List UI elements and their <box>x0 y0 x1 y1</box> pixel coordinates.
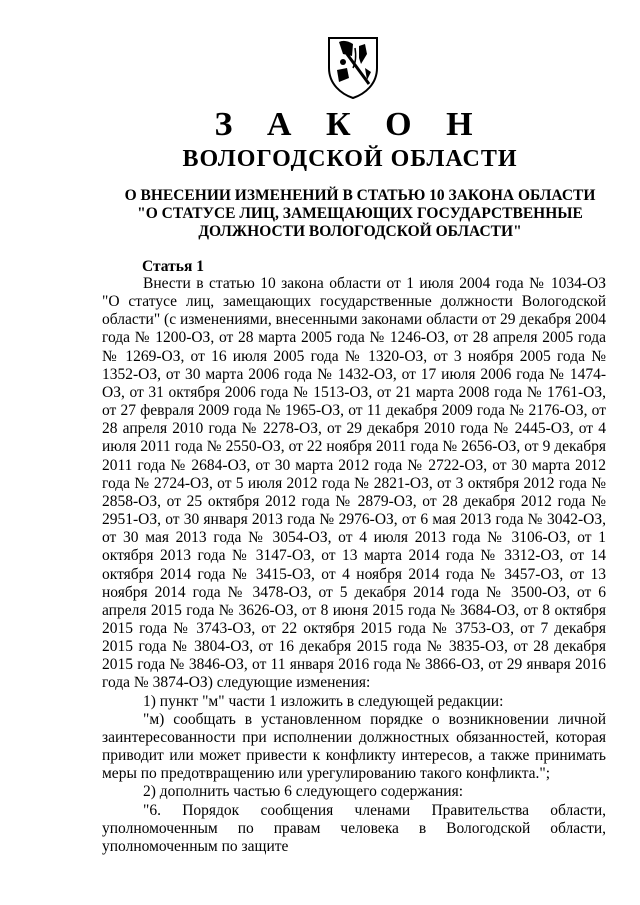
law-title: З А К О Н <box>214 106 486 143</box>
vologda-coat-of-arms-icon <box>325 34 381 100</box>
article-paragraph: "6. Порядок сообщения членами Правительства области, уполномоченным по правам человека в Вологодской области, уполномоченным по защите <box>102 801 606 855</box>
law-subject <box>110 187 610 241</box>
article-heading: Статья 1 <box>142 258 204 275</box>
article-body <box>102 275 606 856</box>
article-paragraph: 1) пункт "м" части 1 изложить в следующей редакции: <box>143 692 504 710</box>
article-paragraph: Внести в статью 10 закона области от 1 июля 2004 года № 1034-ОЗ "О статусе лиц, замещающих государственные должности Вологодской области" (с изменениями, внесенными законами области от 29 декабря 2004 года № 1200-ОЗ, от 28 марта 2005 года № 1246-ОЗ, от 28 апреля 2005 года № 1269-ОЗ, от 16 июля 2005 года № 1320-ОЗ, от 3 ноября 2005 года № 1352-ОЗ, от 30 марта 2006 года № 1432-ОЗ, от 17 июля 2006 года № 1474-ОЗ, от 31 октября 2006 года № 1513-ОЗ, от 21 марта 2008 года № 1761-ОЗ, от 27 февраля 2009 года № 1965-ОЗ, от 11 декабря 2009 года № 2176-ОЗ, от 28 апреля 2010 года № 2278-ОЗ, от 29 декабря 2010 года № 2445-ОЗ, от 4 июля 2011 года № 2550-ОЗ, от 22 ноября 2011 года № 2656-ОЗ, от 9 декабря 2011 года № 2684-ОЗ, от 30 марта 2012 года № 2722-ОЗ, от 30 марта 2012 года № 2724-ОЗ, от 5 июля 2012 года № 2821-ОЗ, от 3 октября 2012 года № 2858-ОЗ, от 25 октября 2012 года № 2879-ОЗ, от 28 декабря 2012 года № 2951-ОЗ, от 30 января 2013 года № 2976-ОЗ, от 6 мая 2013 года № 3042-ОЗ, от 30 мая 2013 года № 3054-ОЗ, от 4 июля 2013 года № 3106-ОЗ, от 1 октября 2013 года № 3147-ОЗ, от 13 марта 2014 года № 3312-ОЗ, от 14 октября 2014 года № 3415-ОЗ, от 4 ноября 2014 года № 3457-ОЗ, от 13 ноября 2014 года № 3478-ОЗ, от 5 декабря 2014 года № 3500-ОЗ, от 6 апреля 2015 года № 3626-ОЗ, от 8 июня 2015 года № 3684-ОЗ, от 8 октября 2015 года № 3743-ОЗ, от 22 октября 2015 года № 3753-ОЗ, от 7 декабря 2015 года № 3804-ОЗ, от 16 декабря 2015 года № 3835-ОЗ, от 28 декабря 2015 года № 3846-ОЗ, от 11 января 2016 года № 3866-ОЗ, от 29 января 2016 года № 3874-ОЗ) следующие изменения: <box>102 275 606 692</box>
law-subject-line: "О СТАТУСЕ ЛИЦ, ЗАМЕЩАЮЩИХ ГОСУДАРСТВЕННЫЕ <box>137 205 583 222</box>
article-paragraph: "м) сообщать в установленном порядке о возникновении личной заинтересованности при исполнении должностных обязанностей, которая приводит или может привести к конфликту интересов, а также принимать меры по предотвращению или урегулированию такого конфликта."; <box>102 710 606 783</box>
law-subject-line: ДОЛЖНОСТИ ВОЛОГОДСКОЙ ОБЛАСТИ" <box>198 223 522 240</box>
law-subject-line: О ВНЕСЕНИИ ИЗМЕНЕНИЙ В СТАТЬЮ 10 ЗАКОНА ОБЛАСТИ <box>124 187 596 204</box>
law-region: ВОЛОГОДСКОЙ ОБЛАСТИ <box>182 146 518 172</box>
article-paragraph: 2) дополнить частью 6 следующего содержания: <box>143 783 464 801</box>
